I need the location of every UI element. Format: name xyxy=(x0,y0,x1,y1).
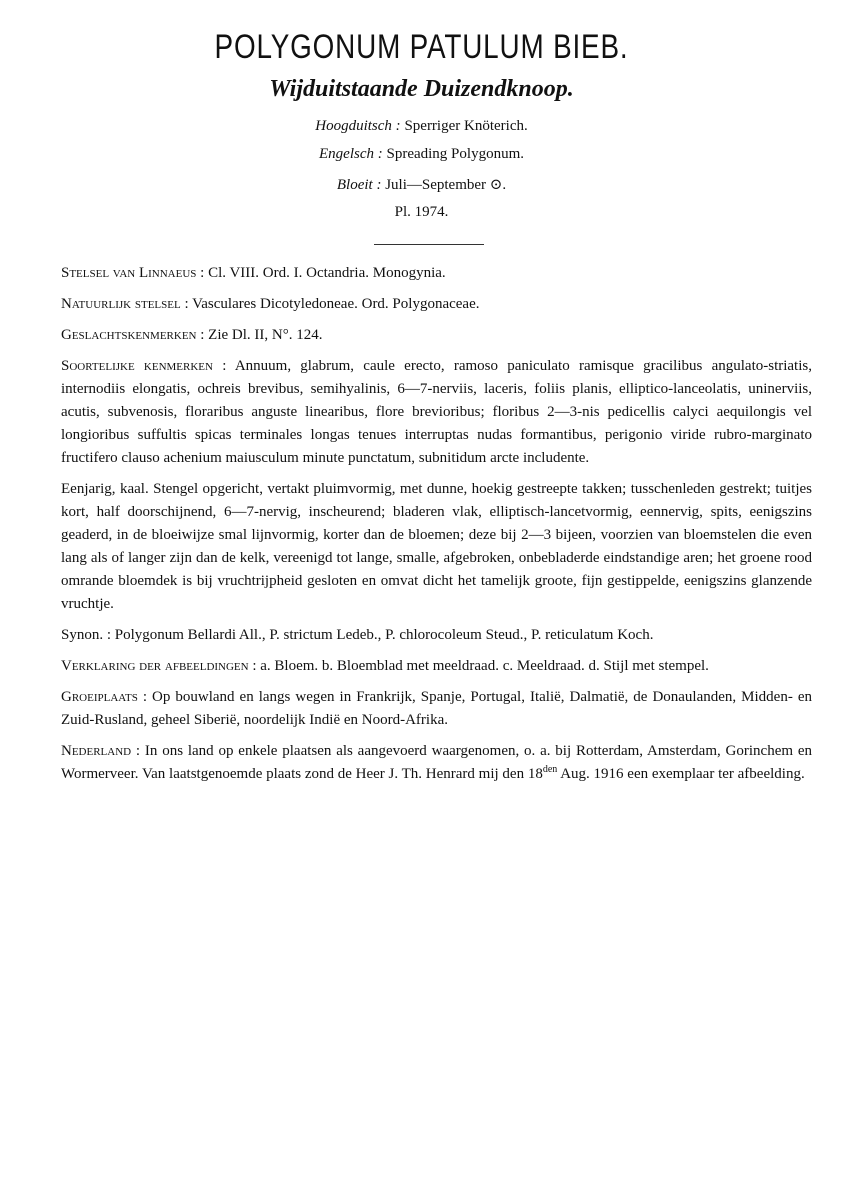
habitat-label: Groeiplaats : xyxy=(61,689,148,705)
netherlands-superscript: den xyxy=(542,764,558,775)
german-label: Hoogduitsch : xyxy=(315,118,401,134)
main-text xyxy=(61,262,812,794)
plate-number: Pl. 1974. xyxy=(394,204,449,220)
german-name-line xyxy=(0,118,843,135)
flowering-label: Bloeit : xyxy=(336,177,382,193)
natural-label: Natuurlijk stelsel : xyxy=(61,296,189,312)
natural-system xyxy=(61,293,812,316)
habitat-value: Op bouwland en langs wegen in Frankrijk, Spanje, Portugal, Italië, Dalmatië, de Donaulanden, Midden- en Zuid-Rusland, geheel Siberië, noordelijk Indië en Noord-Afrika. xyxy=(61,689,812,728)
netherlands xyxy=(61,740,812,786)
habitat xyxy=(61,686,812,732)
genus-label: Geslachtskenmerken : xyxy=(61,327,205,343)
netherlands-value-2: Aug. 1916 een exemplaar ter afbeelding. xyxy=(557,766,805,782)
species-characters xyxy=(61,355,812,470)
netherlands-value-1: In ons land op enkele plaatsen als aangevoerd waargenomen, o. a. bij Rotterdam, Amsterdam, Gorinchem en Wormerveer. Van laatstgenoemde plaats zond de Heer J. Th. Henrard mij den 18 xyxy=(61,743,812,782)
figure-value: a. Bloem. b. Bloemblad met meeldraad. c. Meeldraad. d. Stijl met stempel. xyxy=(260,658,709,674)
netherlands-label: Nederland : xyxy=(61,743,141,759)
figure-explanation xyxy=(61,655,812,678)
flowering-line xyxy=(0,175,843,194)
description: Eenjarig, kaal. Stengel opgericht, vertakt pluimvormig, met dunne, hoekig gestreepte takken; tusschenleden gestrekt; tuitjes kort, half doorschijnend, 6—7-nervig, inscheurend; bladeren vlak, elliptisch-lancetvormig, eennervig, spits, eenigszins geaderd, in de bloeiwijze smal lijnvormig, korter dan de bloemen; deze bij 2—3 bijeen, voorzien van bloemstelen die even lang als of langer zijn dan de kelk, vereenigd tot lange, smalle, afgebroken, onbebladerde eindstandige aren; het groene rood omrande bloemdek is bij vruchtrijpheid gesloten en omvat dicht het tamelijk groote, fijn gestippelde, eenigszins glanzende vruchtje. xyxy=(61,481,812,612)
english-value: Spreading Polygonum. xyxy=(386,146,524,162)
linnaeus-value: Cl. VIII. Ord. I. Octandria. Monogynia. xyxy=(208,265,446,281)
genus-value: Zie Dl. II, N°. 124. xyxy=(208,327,323,343)
genus-characters xyxy=(61,324,812,347)
german-value: Sperriger Knöterich. xyxy=(404,118,528,134)
divider xyxy=(374,244,484,245)
flowering-value: Juli—September ⊙. xyxy=(385,177,507,193)
species-value: Annuum, glabrum, caule erecto, ramoso paniculato ramisque gracilibus angulato-striatis, internodiis elongatis, ochreis brevibus, semihyalinis, 6—7-nerviis, laceris, foliis planis, elliptico-lanceolatis, uninerviis, acutis, subvenosis, floraribus anguste linearibus, flore brevioribus; floribus 2—3-nis pedicellis calyci aequilongis vel longioribus suffultis spicas terminales longas tenues interruptas nudas formantibus, perigonio viride rubro-marginato fructifero clauso achenium maiusculum minute punctatum, subnitidum arcte includente. xyxy=(61,358,812,466)
figure-label: Verklaring der afbeeldingen : xyxy=(61,658,257,674)
english-name-line xyxy=(0,146,843,163)
english-label: Engelsch : xyxy=(319,146,383,162)
linnaeus-system xyxy=(61,262,812,285)
natural-value: Vasculares Dicotyledoneae. Ord. Polygonaceae. xyxy=(192,296,480,312)
synonyms: Synon. : Polygonum Bellardi All., P. strictum Ledeb., P. chlorocoleum Steud., P. reticulatum Koch. xyxy=(61,627,654,643)
page-title: POLYGONUM PATULUM BIEB. xyxy=(214,28,629,66)
linnaeus-label: Stelsel van Linnaeus : xyxy=(61,265,205,281)
species-label: Soortelijke kenmerken : xyxy=(61,358,227,374)
dutch-name: Wijduitstaande Duizendknoop. xyxy=(269,76,574,102)
